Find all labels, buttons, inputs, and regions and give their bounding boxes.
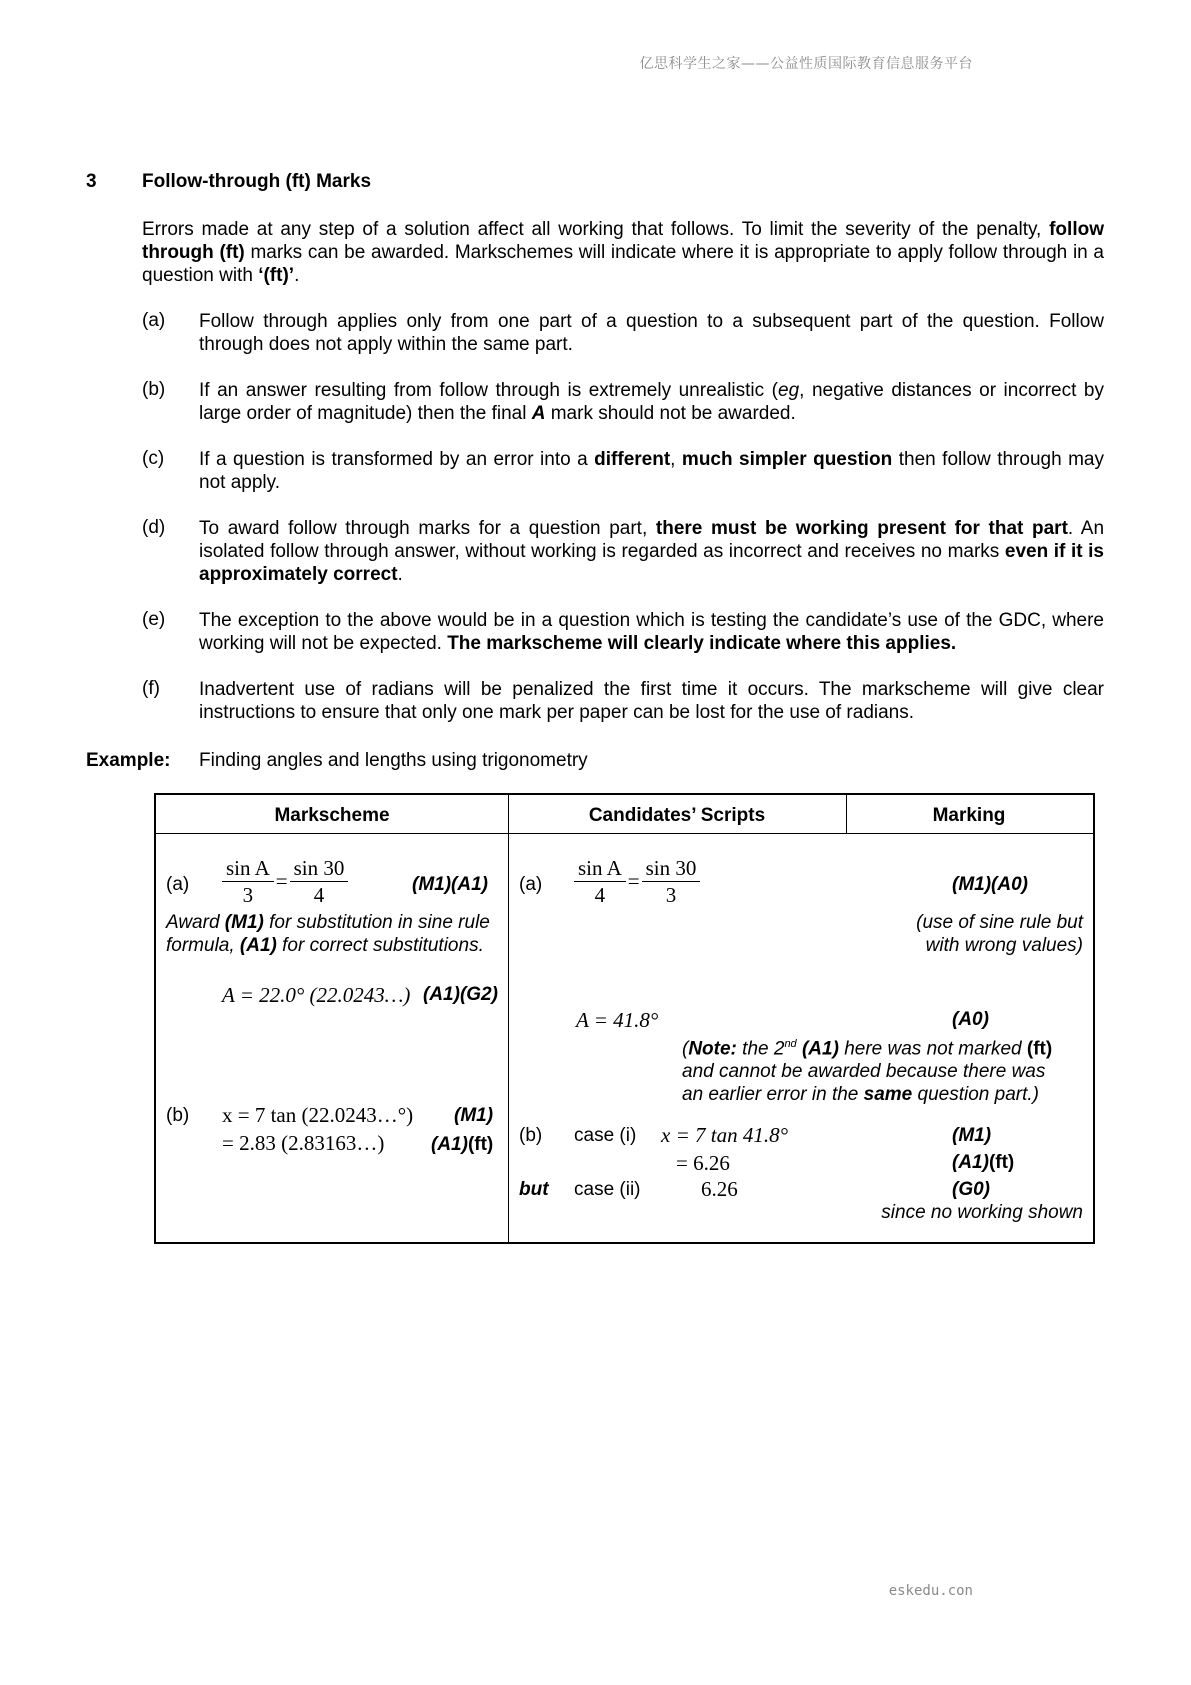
fraction-numerator: sin 30 (642, 855, 701, 882)
ms-part-b-line1: x = 7 tan (22.0243…°) (222, 1103, 414, 1127)
mk-part-b-note: since no working shown (881, 1202, 1083, 1223)
fraction-denominator: 4 (313, 883, 325, 907)
cs-but-label: but (519, 1179, 549, 1200)
item-d-label: (d) (142, 517, 166, 538)
ms-part-a-result: A = 22.0° (22.0243…) (222, 983, 411, 1007)
mk-part-b-marks-3: (G0) (952, 1179, 990, 1200)
header-candidates-scripts: Candidates’ Scripts (588, 805, 766, 826)
cs-part-a-label: (a) (519, 874, 543, 895)
header-marking: Marking (932, 805, 1006, 826)
cs-sine-rule-equation: $\frac{\text{sin A}}{4}$ = $\frac{\sin 30}{3}$ (574, 855, 700, 908)
cs-case-ii-value: 6.26 (701, 1177, 738, 1201)
header-site-text: 亿思科学生之家——公益性质国际教育信息服务平台 (639, 56, 973, 72)
fraction-denominator: 4 (594, 883, 606, 907)
fraction-numerator: sin 30 (290, 855, 349, 882)
cs-case-i-label: case (i) (574, 1125, 637, 1146)
ms-part-b-line2: = 2.83 (2.83163…) (222, 1131, 385, 1155)
item-a-text: Follow through applies only from one part of a question to a subsequent part of the question. Follow through does not apply within the same part. (199, 311, 1104, 355)
mk-part-a-marks: (M1)(A0) (952, 874, 1028, 895)
cs-part-b-label: (b) (519, 1125, 543, 1146)
ms-part-b-line1-marks: (M1) (454, 1105, 494, 1126)
mk-part-b-marks-2: (A1)(ft) (952, 1152, 1015, 1173)
fraction-numerator: sin A (222, 855, 274, 882)
fraction-denominator: 3 (665, 883, 677, 907)
item-a-label: (a) (142, 310, 166, 331)
marking-example-table (154, 793, 1095, 1244)
cs-part-a-result: A = 41.8° (576, 1008, 659, 1032)
ms-part-a-label: (a) (166, 874, 190, 895)
cs-case-i-line1: x = 7 tan 41.8° (661, 1123, 788, 1147)
ms-award-note: Award (M1) for substitution in sine rule formula, (A1) for correct substitutions. (166, 912, 490, 956)
item-f-text: Inadvertent use of radians will be penalized the first time it occurs. The markscheme will give clear instructions to ensure that only one mark per paper can be lost for the use of radians. (199, 679, 1104, 723)
section-title: Follow-through (ft) Marks (142, 171, 372, 192)
footer-site-text: eskedu.con (888, 1583, 973, 1599)
ms-part-a-marks: (M1)(A1) (412, 874, 488, 895)
item-c-label: (c) (142, 448, 165, 469)
fraction-numerator: sin A (574, 855, 626, 882)
ms-part-a-result-marks: (A1)(G2) (423, 984, 498, 1005)
ms-part-b-label: (b) (166, 1105, 190, 1126)
item-c-text: If a question is transformed by an error into a different, much simpler question then follow through may not apply. (199, 449, 1104, 493)
cs-case-i-line2: = 6.26 (676, 1151, 730, 1175)
item-e-label: (e) (142, 609, 166, 630)
mk-note: (Note: the 2nd (A1) here was not marked (ft) and cannot be awarded because there was an earlier error in the same question part.) (682, 1038, 1053, 1106)
item-e-text: The exception to the above would be in a question which is testing the candidate’s use of the GDC, where working will not be expected. The markscheme will clearly indicate where this applies. (199, 610, 1104, 654)
mk-part-a-result-marks: (A0) (952, 1009, 989, 1030)
fraction-denominator: 3 (242, 883, 254, 907)
item-b-text: If an answer resulting from follow through is extremely unrealistic (eg, negative distances or incorrect by large order of magnitude) then the final A mark should not be awarded. (199, 380, 1104, 424)
mk-part-b-marks-1: (M1) (952, 1125, 992, 1146)
ms-part-b-line2-marks: (A1)(ft) (431, 1134, 494, 1155)
mk-part-a-note: (use of sine rule but with wrong values) (916, 912, 1083, 956)
example-text: Finding angles and lengths using trigonometry (199, 750, 588, 771)
ms-sine-rule-equation: $\frac{\text{sin A}}{3}$ = $\frac{\sin 30}{4}$ (222, 855, 348, 908)
item-f-label: (f) (142, 678, 160, 699)
item-d-text: To award follow through marks for a question part, there must be working present for that part. An isolated follow through answer, without working is regarded as incorrect and receives no marks even if it is approximately correct. (199, 518, 1105, 585)
intro-paragraph: Errors made at any step of a solution affect all working that follows. To limit the severity of the penalty, follow through (ft) marks can be awarded. Markschemes will indicate where it is appropriate to apply follow through in a question with ‘(ft)’. (142, 219, 1104, 286)
table-header-rule (156, 833, 1093, 834)
header-markscheme: Markscheme (274, 805, 390, 826)
item-b-label: (b) (142, 379, 166, 400)
table-divider-1 (508, 795, 509, 1242)
section-number: 3 (86, 171, 97, 192)
example-label: Example: (86, 750, 171, 771)
cs-case-ii-label: case (ii) (574, 1179, 641, 1200)
